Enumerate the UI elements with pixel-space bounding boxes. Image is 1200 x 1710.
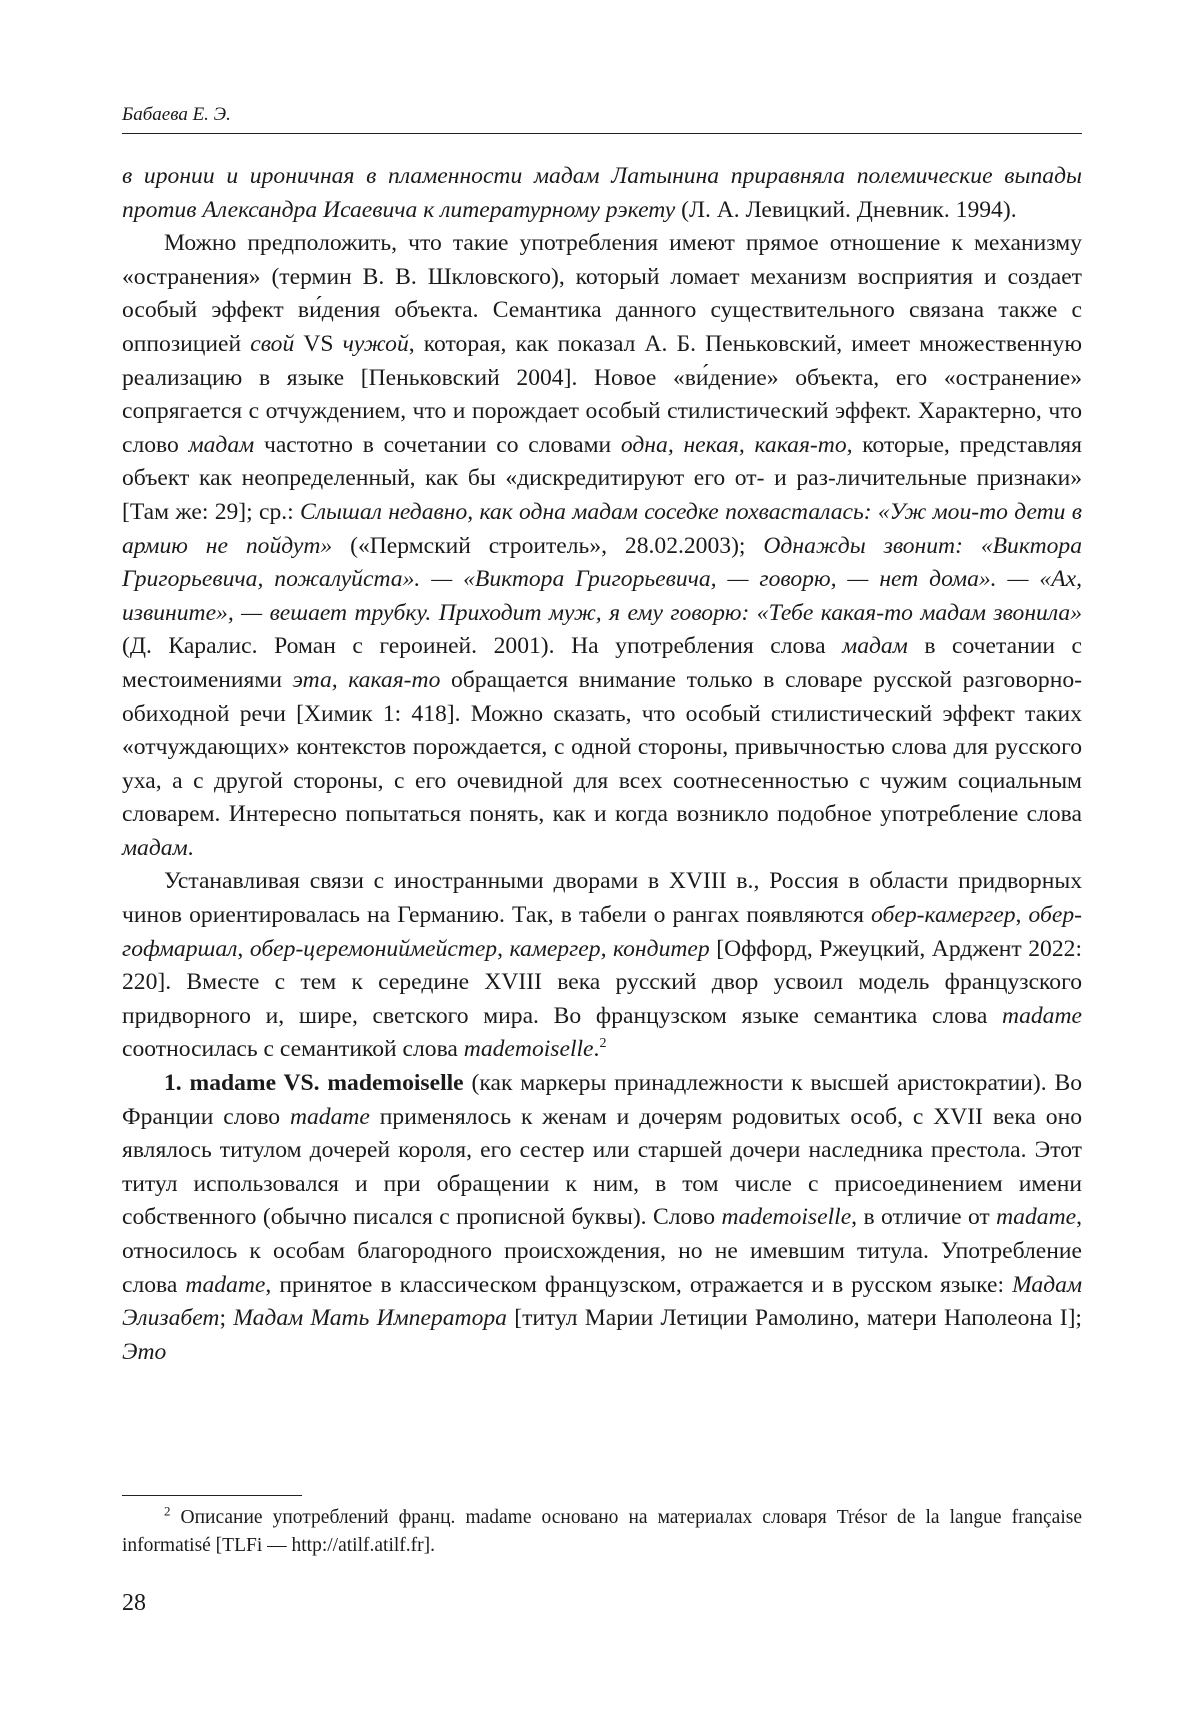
italic-quote: Однажды звонит: «Виктора Григорьевича, пожалуйста». — «Виктора Григорьевича, — говорю, — нет дома». — «Ах, извините», — вешает трубку. Приходит муж, я ему говорю: «Тебе какая-то мадам звонила» [122,532,1083,626]
italic-term: madame [996,1204,1077,1231]
text-run: , принятое в классическом французском, отражается и в русском языке: [265,1271,1013,1298]
italic-term: Мадам Мать Императора [233,1305,507,1332]
italic-term: мадам [188,431,255,458]
italic-term: Мадам Элизабет [122,1271,1082,1332]
text-run: , в отличие от [851,1204,997,1231]
paragraph-3 [122,865,1082,1067]
italic-term: madame [185,1271,266,1298]
paragraph-2 [122,227,1082,865]
text-run: соотносилась с семантикой слова [122,1036,464,1063]
italic-term: mademoiselle [721,1204,852,1231]
section-heading: 1. madame VS. mademoiselle [164,1070,464,1097]
italic-term: Это [122,1338,167,1365]
text-run: . [593,1036,600,1063]
text-run: VS [294,330,343,357]
text-run: (Л. А. Левицкий. Дневник. 1994). [675,196,1017,223]
quote-italic: в иронии и ироничная в пламенности мадам Латынина приравняла полемические выпады против Александра Исаевича к литературному рэкету [122,163,1082,223]
italic-term: свой [250,330,295,357]
text-run: применялось к женам и дочерям родовитых особ, с XVII века оно являлось титулом дочерей короля, его сестер или старшей дочери наследника престола. Этот титул использовался и при обращении к ним, в том числе с присоединением имени собственного (обычно писался с прописной буквы). Слово [122,1103,1082,1231]
paragraph-4 [122,1067,1082,1369]
text-run: , [237,935,250,962]
text-run: (Д. Каралис. Роман с героиней. 2001). На употребления слова [122,633,843,660]
text-run: обращается внимание только в словаре русской разговорно-обиходной речи [Химик 1: 418]. Можно сказать, что особый стилистический эффект таких «отчуждающих» контекстов порождается, с одной стороны, привычностью слова для русского уха, а с другой стороны, с его очевидной для всех соотнесенностью с чужим социальным словарем. Интересно попытаться понять, как и когда возникло подобное употребление слова [122,666,1082,828]
italic-term: обер-церемониймейстер [249,935,498,962]
italic-term: обер-камергер [871,902,1016,929]
italic-term: madame [289,1103,370,1130]
text-run: Устанавливая связи с иностранными дворами в XVIII в., Россия в области придворных чинов ориентировалась на Германию. Так, в табели о рангах появляются [122,868,1082,929]
footnote [122,1504,1082,1560]
page-number: 28 [122,1590,146,1616]
text-run: ; [219,1305,234,1332]
italic-term: одна, некая, какая-то, [620,431,853,458]
text-run: , [497,935,510,962]
text-run: [титул Марии Летиции Рамолино, матери Наполеона I]; [506,1305,1082,1332]
italic-term: мадам [842,633,908,660]
text-run: , [1015,902,1029,929]
text-run: (как маркеры принадлежности к высшей аристократии). Во Франции слово [122,1070,1083,1130]
italic-term: чужой [342,330,409,357]
paragraph-1 [122,160,1082,227]
body-text [122,160,1082,1369]
footnote-text: Описание употреблений франц. madame основано на материалах словаря Trésor de la langue française informatisé [TLFi — http://atilf.atilf.fr]. [122,1507,1082,1556]
text-run: которые, представляя объект как неопределенный, как бы «дискредитируют его от- и раз-личительные признаки» [Там же: 29]; ср.: [122,431,1082,525]
text-run: [Оффорд, Ржеуцкий, Арджент 2022: 220]. Вместе с тем к середине XVIII века русский двор усвоил модель французского придворного и, шире, светского мира. Во французском языке семантика слова [122,935,1082,1029]
footnote-rule [122,1495,302,1496]
text-run: в сочетании с местоимениями [122,633,1082,693]
footnote-marker: 2 [164,1503,171,1519]
italic-term: мадам [122,834,188,861]
text-run: («Пермский строитель», 28.02.2003); [332,532,764,559]
text-run: частотно в сочетании со словами [254,431,621,458]
italic-term: mademoiselle [463,1036,594,1063]
italic-quote: Слышал недавно, как одна мадам соседке похвасталась: «Уж мои-то дети в армию не пойдут» [122,498,1082,559]
italic-term: обер-гофмаршал [122,902,1082,962]
footnote-ref: 2 [599,1036,607,1052]
text-run: Можно предположить, что такие употребления имеют прямое отношение к механизму «остранения» (термин В. В. Шкловского), который ломает механизм восприятия и создает особый эффект ви́дения объекта. Семантика данного существительного связана также с оппозицией [122,230,1082,357]
text-run: . [187,834,194,861]
text-run: , которая, как показал А. Б. Пеньковский, имеет множественную реализацию в языке [Пеньковский 2004]. Новое «ви́дение» объекта, его «остранение» сопрягается с отчуждением, что и порождает особый стилистический эффект. Характерно, что слово [122,330,1082,458]
italic-term: эта, какая-то [292,666,441,693]
italic-term: камергер, кондитер [509,935,710,962]
header-rule [122,133,1082,134]
italic-term: madame [1002,1002,1082,1029]
text-run: , относилось к особам благородного происхождения, но не имевшим титула. Употребление слова [122,1204,1082,1298]
running-head: Бабаева Е. Э. [122,104,231,125]
